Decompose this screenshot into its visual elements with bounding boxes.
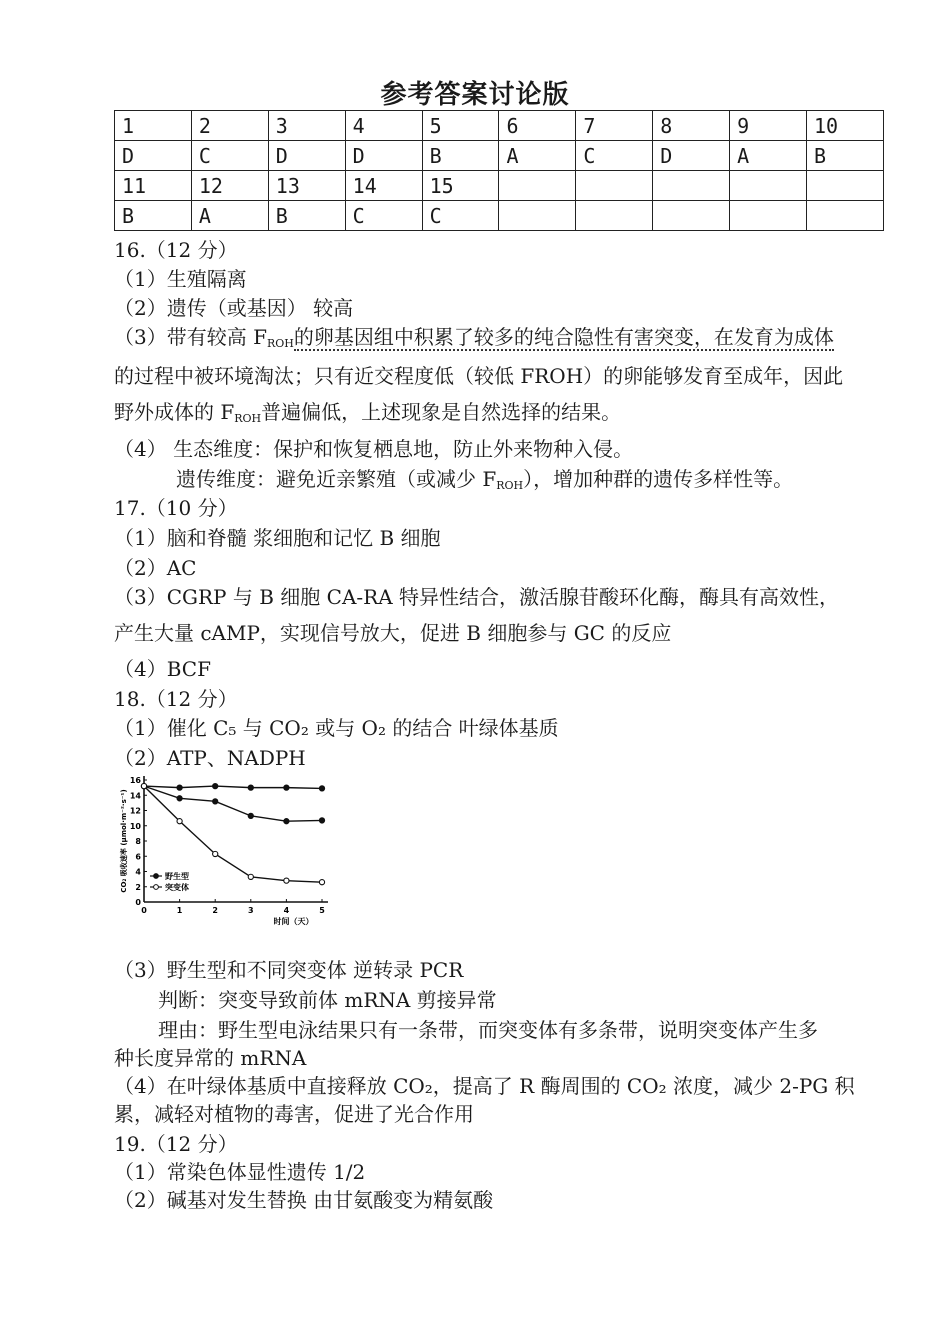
answer-table-cell: 4	[345, 111, 422, 141]
q17-answer-3-line2: 产生大量 cAMP，实现信号放大，促进 B 细胞参与 GC 的反应	[114, 621, 672, 645]
answer-table-cell: A	[499, 141, 576, 171]
answer-table	[114, 110, 884, 231]
q16-a4-text-b: ），增加种群的遗传多样性等。	[523, 467, 794, 491]
answer-table-cell: D	[115, 141, 192, 171]
froh-subscript: ROH	[234, 412, 262, 425]
q18-answer-4-line2: 累，减轻对植物的毒害，促进了光合作用	[114, 1102, 474, 1126]
data-point	[248, 813, 253, 818]
q16-answer-3-line3	[114, 398, 621, 433]
y-tick-label: 10	[129, 821, 141, 831]
q18-answer-3-line1: （3）野生型和不同突变体 逆转录 PCR	[114, 958, 464, 982]
y-tick-label: 8	[135, 837, 141, 846]
data-point	[177, 819, 182, 824]
answer-table-cell: C	[422, 201, 499, 231]
q16-answer-3-line2: 的过程中被环境淘汰；只有近交程度低（较低 FROH）的卵能够发育至成年，因此	[114, 364, 844, 388]
data-point	[177, 796, 182, 801]
data-point	[213, 851, 218, 856]
q16-answer-2: （2）遗传（或基因） 较高	[114, 296, 354, 320]
answer-table-cell: 3	[268, 111, 345, 141]
data-point	[284, 785, 289, 790]
legend-marker	[154, 885, 159, 890]
data-point	[213, 784, 218, 789]
q16-answer-1: （1）生殖隔离	[114, 267, 247, 291]
series-line	[144, 786, 322, 882]
answer-table-cell	[730, 201, 807, 231]
q19-header: 19.（12 分）	[114, 1132, 238, 1156]
answer-table-cell: C	[191, 141, 268, 171]
answer-table-cell	[499, 171, 576, 201]
q17-header: 17.（10 分）	[114, 496, 238, 520]
q16-answer-4-line2	[176, 465, 793, 500]
answer-table-cell: B	[268, 201, 345, 231]
q16-header: 16.（12 分）	[114, 238, 238, 262]
data-point	[284, 878, 289, 883]
q18-answer-3-line2: 判断：突变导致前体 mRNA 剪接异常	[158, 988, 497, 1012]
data-point	[319, 818, 324, 823]
answer-table-cell: B	[115, 201, 192, 231]
answer-table-cell: A	[730, 141, 807, 171]
x-tick-label: 2	[212, 906, 218, 915]
answer-table-cell: D	[653, 141, 730, 171]
x-tick-label: 5	[319, 906, 325, 915]
froh-subscript: ROH	[496, 479, 524, 492]
q16-answer-3-line1	[114, 323, 834, 358]
co2-absorption-chart	[110, 770, 350, 930]
answer-table-cell: 8	[653, 111, 730, 141]
answer-table-row	[115, 141, 884, 171]
series-line	[144, 786, 322, 788]
y-tick-label: 6	[135, 852, 141, 862]
answer-table-cell: 15	[422, 171, 499, 201]
answer-table-cell	[576, 171, 653, 201]
answer-table-cell: 11	[115, 171, 192, 201]
answer-table-row	[115, 111, 884, 141]
y-tick-label: 4	[135, 867, 141, 877]
answer-table-cell: 12	[191, 171, 268, 201]
data-point	[284, 819, 289, 824]
data-point	[319, 880, 324, 885]
answer-table-cell: 14	[345, 171, 422, 201]
y-axis-label: CO₂ 吸收速率 (μmol·m⁻²·s⁻¹)	[120, 789, 128, 893]
answer-table-cell: C	[345, 201, 422, 231]
legend-label: 突变体	[165, 883, 189, 892]
y-tick-label: 14	[129, 791, 141, 801]
answer-table-cell: C	[576, 141, 653, 171]
q16-a3-text-c: 野外成体的 F	[114, 400, 235, 424]
answer-table-cell: 6	[499, 111, 576, 141]
answer-table-cell	[653, 201, 730, 231]
answer-table-row	[115, 201, 884, 231]
answer-table-cell: B	[807, 141, 884, 171]
answer-table-cell: B	[422, 141, 499, 171]
q16-a3-text-b: 的卵基因组中积累了较多的纯合隐性有害突变，在发育为成体	[293, 325, 834, 349]
q18-header: 18.（12 分）	[114, 687, 238, 711]
x-tick-label: 4	[283, 906, 290, 915]
answer-table-cell: 5	[422, 111, 499, 141]
q18-answer-1: （1）催化 C₅ 与 CO₂ 或与 O₂ 的结合 叶绿体基质	[114, 716, 559, 740]
answer-table-cell: A	[191, 201, 268, 231]
answer-table-cell: 13	[268, 171, 345, 201]
answer-table-cell: 1	[115, 111, 192, 141]
q17-answer-3-line1: （3）CGRP 与 B 细胞 CA-RA 特异性结合，激活腺苷酸环化酶，酶具有高效性，	[114, 585, 840, 609]
data-point	[248, 874, 253, 879]
x-tick-label: 0	[141, 906, 147, 915]
x-tick-label: 1	[176, 906, 183, 915]
data-point	[248, 785, 253, 790]
y-tick-label: 16	[129, 776, 141, 785]
legend-marker	[154, 874, 159, 879]
q19-answer-1: （1）常染色体显性遗传 1/2	[114, 1160, 366, 1184]
answer-table-cell: 7	[576, 111, 653, 141]
series-line	[144, 786, 322, 821]
answer-table-cell: D	[268, 141, 345, 171]
y-tick-label: 2	[135, 882, 141, 892]
q17-answer-1: （1）脑和脊髓 浆细胞和记忆 B 细胞	[114, 526, 441, 550]
q19-answer-2: （2）碱基对发生替换 由甘氨酸变为精氨酸	[114, 1188, 494, 1212]
answer-table-cell	[807, 201, 884, 231]
q18-answer-3-line3: 理由：野生型电泳结果只有一条带，而突变体有多条带，说明突变体产生多	[158, 1018, 818, 1042]
q17-answer-4: （4）BCF	[114, 657, 211, 681]
legend-label: 野生型	[165, 872, 189, 881]
q16-answer-4-line1: （4） 生态维度：保护和恢复栖息地，防止外来物种入侵。	[114, 437, 634, 461]
answer-table-cell	[807, 171, 884, 201]
x-axis-label: 时间（天）	[273, 917, 314, 926]
answer-table-cell	[653, 171, 730, 201]
q18-answer-4-line1: （4）在叶绿体基质中直接释放 CO₂，提高了 R 酶周围的 CO₂ 浓度，减少 2-PG 积	[114, 1074, 855, 1098]
q16-a4-text-a: 遗传维度：避免近亲繁殖（或减少 F	[176, 467, 497, 491]
x-tick-label: 3	[248, 906, 254, 915]
answer-table-cell: D	[345, 141, 422, 171]
answer-table-cell: 2	[191, 111, 268, 141]
data-point	[177, 785, 182, 790]
q18-answer-2: （2）ATP、NADPH	[114, 746, 306, 770]
froh-subscript: ROH	[266, 337, 294, 350]
answer-table-cell	[499, 201, 576, 231]
q18-answer-3-line4: 种长度异常的 mRNA	[114, 1046, 307, 1070]
y-tick-label: 12	[129, 806, 141, 816]
answer-table-cell: 10	[807, 111, 884, 141]
data-point	[141, 784, 146, 789]
answer-table-cell: 9	[730, 111, 807, 141]
q17-answer-2: （2）AC	[114, 556, 197, 580]
answer-table-row	[115, 171, 884, 201]
answer-table-cell	[730, 171, 807, 201]
q16-a3-text-a: （3）带有较高 F	[114, 325, 267, 349]
data-point	[213, 799, 218, 804]
page-title: 参考答案讨论版	[380, 80, 570, 110]
answer-table-cell	[576, 201, 653, 231]
q16-a3-text-d: 普遍偏低，上述现象是自然选择的结果。	[261, 400, 622, 424]
y-tick-label: 0	[135, 898, 141, 907]
data-point	[319, 786, 324, 791]
